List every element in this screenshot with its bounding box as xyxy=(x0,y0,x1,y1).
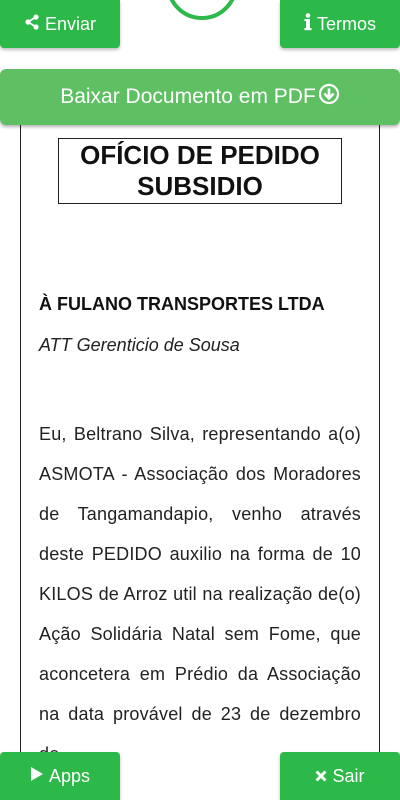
download-circle-icon xyxy=(316,83,340,111)
exit-button[interactable] xyxy=(280,752,400,800)
apps-button-label: Apps xyxy=(48,765,91,786)
document-body: Eu, Beltrano Silva, representando a(o) ASMOTA - Associação dos Moradores de Tangamandapio, venho através deste PEDIDO auxilio na forma de 10 KILOS de Arroz util na realização de(o) Ação Solidária Natal sem Fome, que aconcetera em Prédio da Associação na data provável de 23 de dezembro xyxy=(39,424,361,724)
exit-button-label: Sair xyxy=(332,765,365,786)
play-icon xyxy=(30,766,49,787)
info-icon xyxy=(304,13,317,36)
close-icon xyxy=(315,766,332,787)
top-logo-circle xyxy=(166,0,238,20)
share-button-label: Enviar xyxy=(44,13,97,34)
terms-button[interactable] xyxy=(280,0,400,48)
download-pdf-button[interactable] xyxy=(0,69,400,125)
share-icon xyxy=(24,14,45,35)
download-pdf-label: Baixar Documento em PDF xyxy=(60,85,316,108)
apps-button[interactable] xyxy=(0,752,120,800)
document-attention: ATT Gerenticio de Sousa xyxy=(39,335,240,355)
document-title: OFÍCIO DE PEDIDO SUBSIDIO xyxy=(58,138,342,204)
terms-button-label: Termos xyxy=(316,13,376,34)
document-recipient: À FULANO TRANSPORTES LTDA xyxy=(39,294,325,314)
document-page xyxy=(20,125,380,800)
share-button[interactable] xyxy=(0,0,120,48)
